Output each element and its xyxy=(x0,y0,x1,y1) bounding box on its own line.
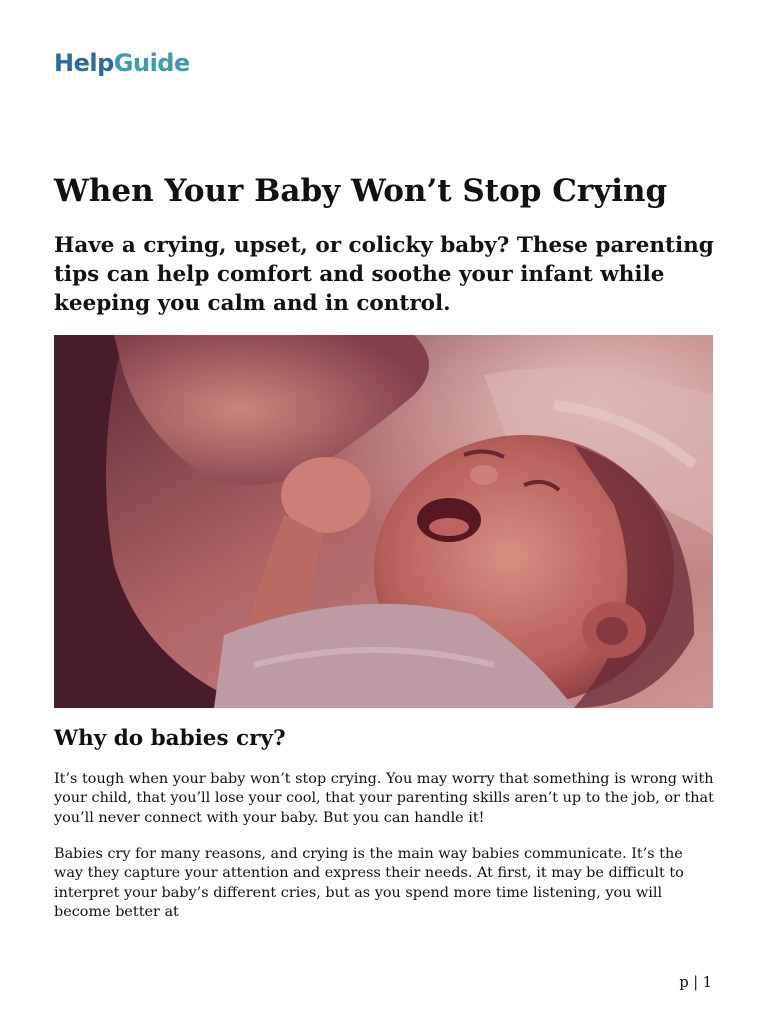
hero-image-crying-baby xyxy=(54,335,713,708)
logo-guide-text: Guide xyxy=(113,49,190,77)
article-subtitle: Have a crying, upset, or colicky baby? These parenting tips can help comfort and soothe your infant while keeping you calm and in control. xyxy=(54,233,714,316)
helpguide-logo[interactable] xyxy=(54,48,190,78)
section-heading-why-babies-cry: Why do babies cry? xyxy=(54,726,286,751)
logo-help-text: Help xyxy=(54,49,114,77)
page-number: p | 1 xyxy=(679,975,712,991)
body-paragraph: Babies cry for many reasons, and crying is the main way babies communicate. It’s the way they capture your attention and express their needs. At first, it may be difficult to interpret your baby’s different cries, but as you spend more time listening, you will become better at xyxy=(54,846,684,920)
article-title: When Your Baby Won’t Stop Crying xyxy=(54,173,668,209)
body-paragraph: It’s tough when your baby won’t stop crying. You may worry that something is wrong with your child, that you’ll lose your cool, that your parenting skills aren’t up to the job, or that you’ll never connect with your baby. But you can handle it! xyxy=(54,771,714,826)
